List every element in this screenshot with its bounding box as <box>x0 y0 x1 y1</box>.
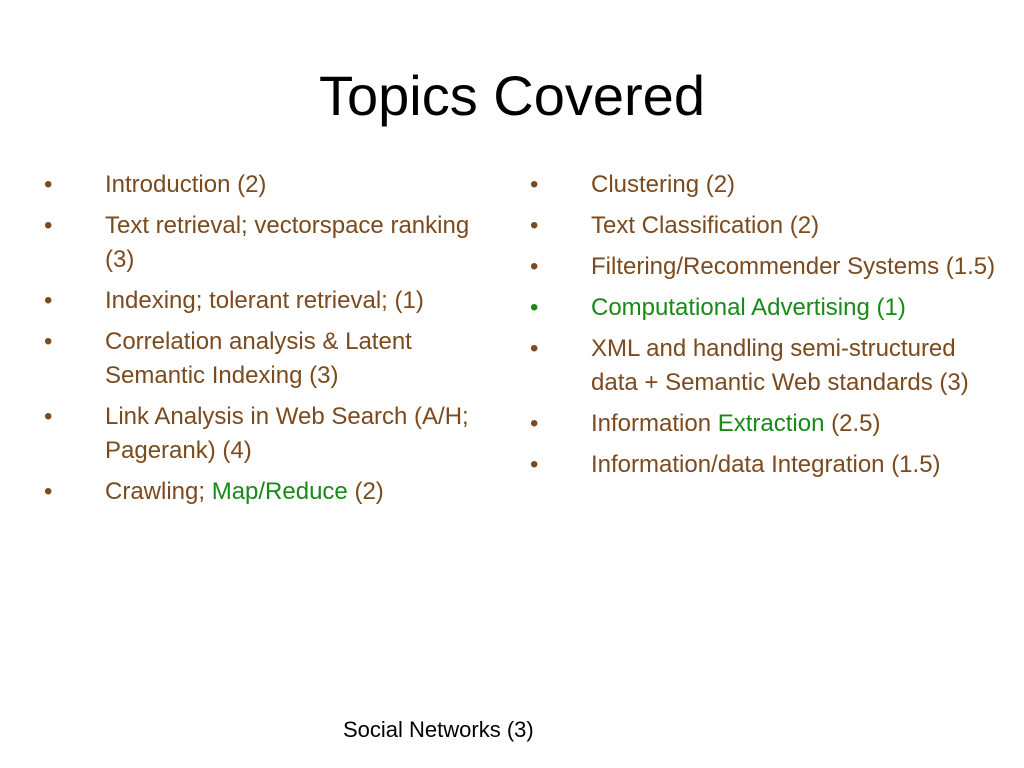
bullet-icon: • <box>44 328 53 355</box>
topic-label: Information/data Integration (1.5) <box>591 451 941 478</box>
list-item <box>44 475 484 509</box>
topic-label-highlight: Map/Reduce <box>211 478 348 505</box>
topic-label-suffix: (2.5) <box>824 410 881 437</box>
bullet-icon: • <box>44 212 53 239</box>
list-item <box>530 250 1000 284</box>
topic-label: Text Classification (2) <box>591 212 820 239</box>
topic-label: Computational Advertising (1) <box>591 294 906 321</box>
list-item <box>44 325 484 393</box>
slide-title: Topics Covered <box>319 64 705 127</box>
topic-label: Filtering/Recommender Systems (1.5) <box>591 253 996 280</box>
bullet-icon: • <box>44 403 53 430</box>
bullet-icon: • <box>530 451 539 478</box>
topic-label: Text retrieval; vectorspace ranking (3) <box>105 212 470 273</box>
list-item <box>530 407 1000 441</box>
bullet-icon: • <box>530 253 539 280</box>
bullet-icon: • <box>530 171 539 198</box>
bullet-icon: • <box>44 478 53 505</box>
bullet-icon: • <box>44 171 53 198</box>
list-item <box>44 284 484 318</box>
bullet-icon: • <box>530 335 539 362</box>
bullet-icon: • <box>44 287 53 314</box>
topic-label-highlight: Extraction <box>717 410 825 437</box>
list-item <box>530 291 1000 325</box>
topic-label: Indexing; tolerant retrieval; (1) <box>105 287 424 314</box>
topic-label-prefix: Crawling; <box>105 478 212 505</box>
topic-label: Clustering (2) <box>591 171 736 198</box>
footer-note: Social Networks (3) <box>343 717 534 742</box>
list-item <box>530 209 1000 243</box>
bullet-icon: • <box>530 410 539 437</box>
list-item <box>530 448 1000 482</box>
right-topic-list <box>530 168 1000 489</box>
bullet-icon: • <box>530 212 539 239</box>
bullet-icon: • <box>530 294 539 321</box>
topic-label: Link Analysis in Web Search (A/H; Pagerank) (4) <box>105 403 469 464</box>
topic-label-prefix: Information <box>591 410 718 437</box>
list-item <box>530 332 1000 400</box>
topic-label: Introduction (2) <box>105 171 267 198</box>
list-item <box>530 168 1000 202</box>
left-topic-list <box>44 168 484 516</box>
topic-label: XML and handling semi-structured data + Semantic Web standards (3) <box>591 335 969 396</box>
topic-label-suffix: (2) <box>347 478 384 505</box>
list-item <box>44 209 484 277</box>
list-item <box>44 168 484 202</box>
topic-label: Correlation analysis & Latent Semantic Indexing (3) <box>105 328 412 389</box>
list-item <box>44 400 484 468</box>
